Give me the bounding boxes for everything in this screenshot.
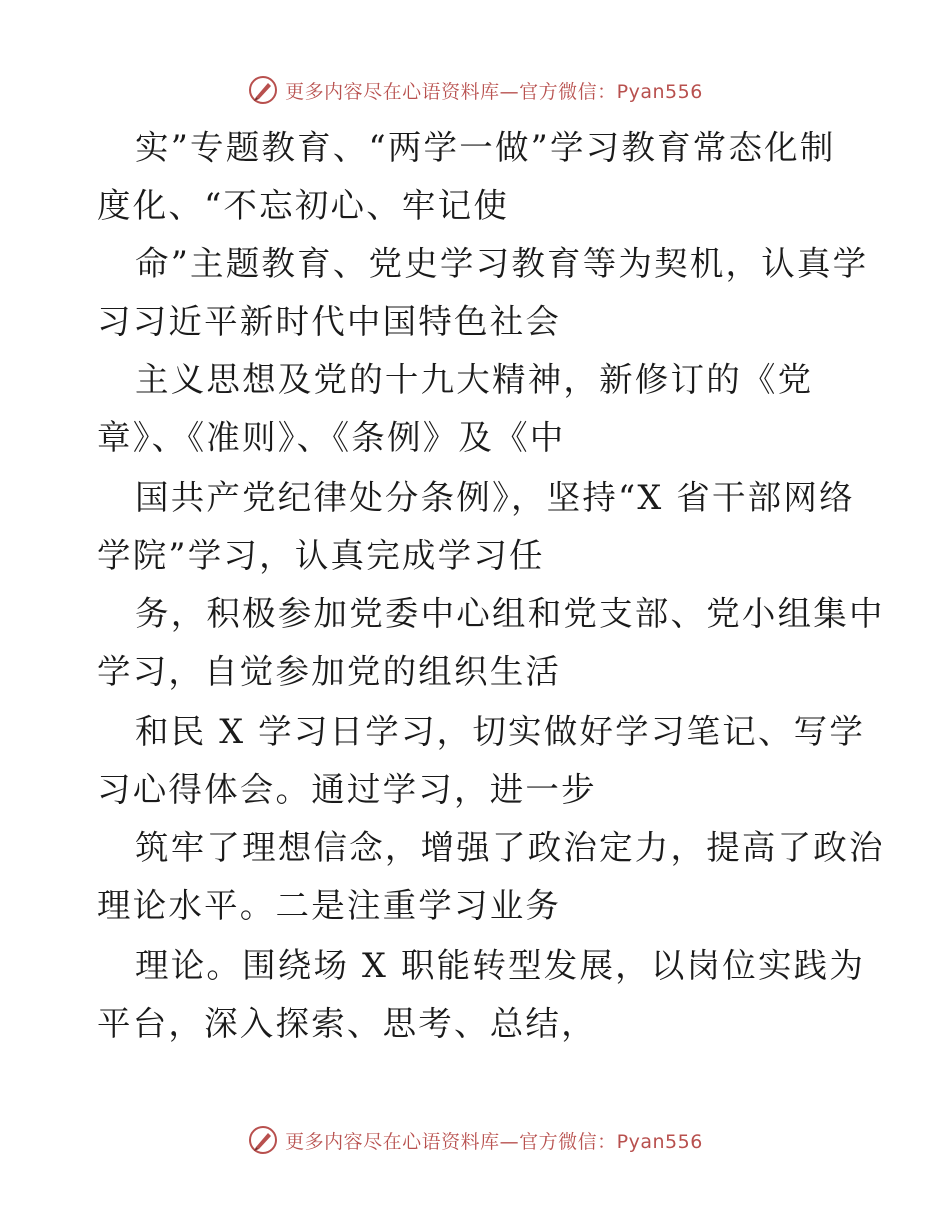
pen-logo-icon — [247, 74, 279, 106]
text-line-11: 和民 X 学习日学习，切实做好学习笔记、写学 — [135, 712, 866, 751]
text-line-1: 实”专题教育、“两学一做”学习教育常态化制 — [135, 128, 836, 167]
text-line-5: 主义思想及党的十九大精神，新修订的《党 — [135, 360, 814, 399]
text-line-14: 理论水平。二是注重学习业务 — [97, 886, 562, 925]
header-watermark — [0, 70, 950, 110]
text-line-4: 习习近平新时代中国特色社会 — [97, 302, 562, 341]
footer-watermark — [0, 1120, 950, 1160]
text-line-15: 理论。围绕场 X 职能转型发展，以岗位实践为 — [135, 946, 866, 985]
watermark-text: 更多内容尽在心语资料库—官方微信：Pyan556 — [285, 1130, 703, 1153]
text-line-6: 章》、《准则》、《条例》及《中 — [97, 418, 566, 457]
text-line-10: 学习，自觉参加党的组织生活 — [97, 652, 562, 691]
text-line-3: 命”主题教育、党史学习教育等为契机，认真学 — [135, 244, 869, 283]
watermark-text: 更多内容尽在心语资料库—官方微信：Pyan556 — [285, 80, 703, 103]
pen-logo-icon — [247, 1124, 279, 1156]
text-line-13: 筑牢了理想信念，增强了政治定力，提高了政治 — [135, 828, 885, 867]
text-line-2: 度化、“不忘初心、牢记使 — [97, 186, 510, 225]
text-line-12: 习心得体会。通过学习，进一步 — [97, 770, 597, 809]
text-line-7: 国共产党纪律处分条例》，坚持“X 省干部网络 — [135, 478, 855, 517]
text-line-9: 务，积极参加党委中心组和党支部、党小组集中 — [135, 594, 885, 633]
text-line-8: 学院”学习，认真完成学习任 — [97, 536, 545, 575]
text-line-16: 平台，深入探索、思考、总结， — [97, 1004, 597, 1043]
